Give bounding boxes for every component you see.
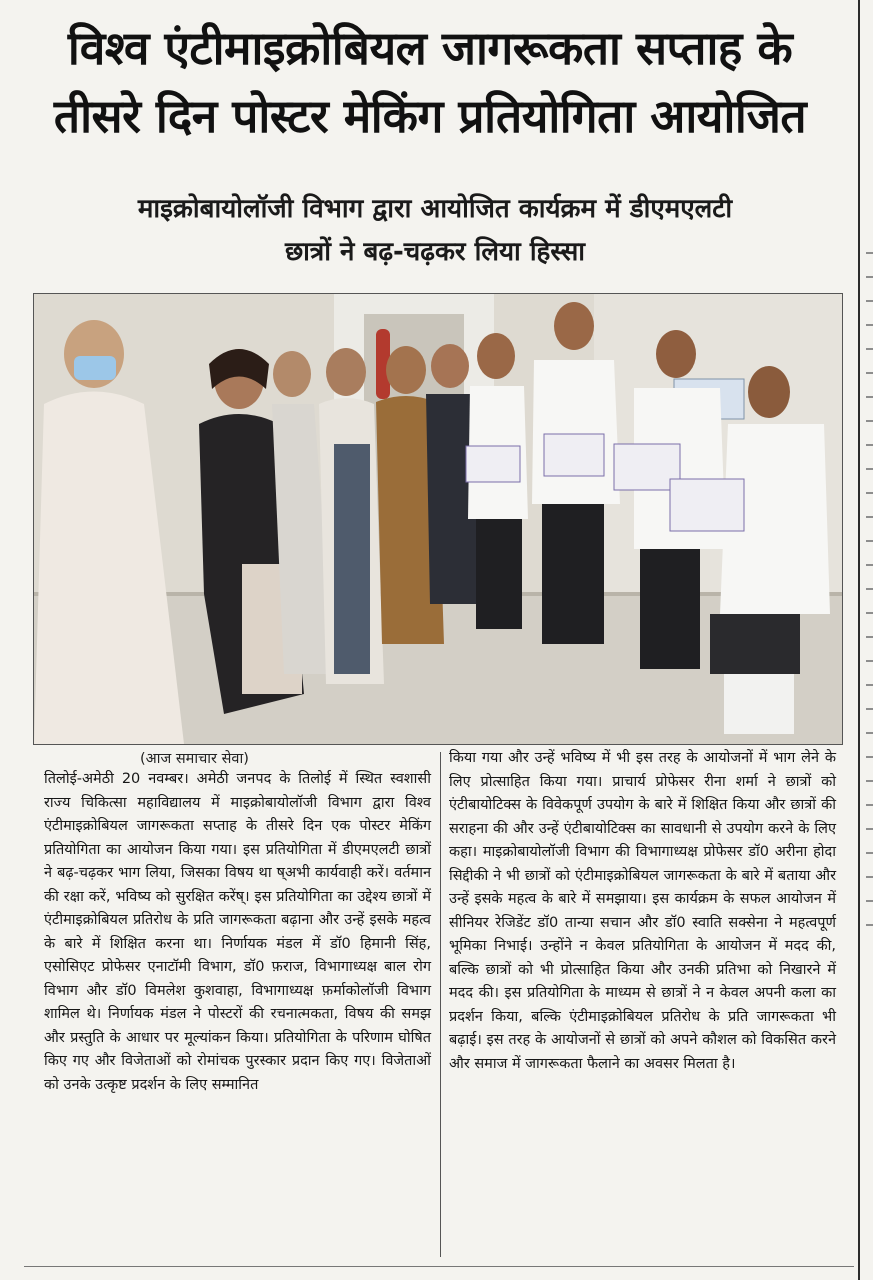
article-subheadline	[40, 188, 830, 274]
page-edge-marks	[866, 230, 873, 930]
column-divider	[440, 752, 441, 1257]
article-headline	[24, 14, 836, 150]
bottom-rule	[24, 1266, 854, 1267]
article-body-right-column	[449, 747, 836, 1076]
news-photo	[33, 293, 843, 745]
subhead-line-1: माइक्रोबायोलॉजी विभाग द्वारा आयोजित कार्यक्रम में डीएमएलटी	[137, 194, 733, 224]
group-photo-illustration	[34, 294, 842, 744]
news-credit: (आज समाचार सेवा)	[140, 751, 249, 767]
body-paragraph-left: तिलोई-अमेठी 20 नवम्बर। अमेठी जनपद के तिलोई में स्थित स्वशासी राज्य चिकित्सा महाविद्यालय में माइक्रोबायोलॉजी विभाग द्वारा विश्व एंटीमाइक्रोबियल जागरूकता सप्ताह के तीसरे दिन एक पोस्टर मेकिंग प्रतियोगिता का आयोजन किया गया। इस प्रतियोगिता में डीएमएलटी छात्रों ने बढ़-चढ़कर भाग लिया, जिसका विषय था ष्अभी कार्यवाही करें। वर्तमान की रक्षा करें, भविष्य को सुरक्षित करेंष्। इस प्रतियोगिता का उद्देश्य छात्रों में एंटीमाइक्रोबियल प्रतिरोध के प्रति जागरूकता बढ़ाना और उन्हें इसके महत्व के बारे में शिक्षित करना था। निर्णायक मंडल में डॉ0 हिमानी सिंह, एसोसिएट प्रोफेसर एनाटॉमी विभाग, डॉ0 फ़राज, विभागाध्यक्ष बाल रोग विभाग और डॉ0 विमलेश कुशवाहा, विभागाध्यक्ष फ़र्माकोलॉजी विभाग शामिल थे। निर्णायक मंडल ने पोस्टरों की रचनात्मकता, विषय की समझ और प्रस्तुति के आधार पर मूल्यांकन किया। प्रतियोगिता के परिणाम घोषित किए गए और विजेताओं को रोमांचक पुरस्कार प्रदान किए गए। विजेताओं को उनके उत्कृष्ट प्रदर्शन के लिए सम्मानित	[44, 771, 431, 1093]
page-edge-rule	[858, 0, 860, 1280]
body-paragraph-right: किया गया और उन्हें भविष्य में भी इस तरह के आयोजनों में भाग लेने के लिए प्रोत्साहित किया गया। प्राचार्य प्रोफेसर रीना शर्मा ने छात्रों को एंटीबायोटिक्स के विवेकपूर्ण उपयोग के बारे में शिक्षित किया और छात्रों की सराहना की और उन्हें एंटीबायोटिक्स का सावधानी से उपयोग करने के लिए कहा। माइक्रोबायोलॉजी विभाग की विभागाध्यक्ष प्रोफेसर डॉ0 अरीना होदा सिद्दीकी ने भी छात्रों को एंटीमाइक्रोबियल जागरूकता के बारे में बताया और उन्हें इसके महत्व के बारे में समझाया। इस कार्यक्रम के सफल आयोजन में सीनियर रेजिडेंट डॉ0 तान्या सचान और डॉ0 स्वाति सक्सेना ने महत्वपूर्ण भूमिका निभाई। उन्होंने न केवल प्रतियोगिता के आयोजन में मदद की, बल्कि छात्रों को भी प्रोत्साहित किया और उनकी प्रतिभा को निखारने में मदद की। इस प्रतियोगिता के माध्यम से छात्रों ने न केवल अपनी कला का प्रदर्शन किया, बल्कि एंटीमाइक्रोबियल प्रतिरोध के प्रति जागरूकता भी बढ़ाई। इस तरह के आयोजनों से छात्रों को अपने कौशल को विकसित करने और समाज में जागरूकता फैलाने का अवसर मिलता है।	[449, 750, 836, 1072]
headline-line-1: विश्व एंटीमाइक्रोबियल जागरूकता सप्ताह के	[67, 21, 793, 75]
headline-line-2: तीसरे दिन पोस्टर मेकिंग प्रतियोगिता आयोजित	[53, 89, 807, 143]
article-body-left-column	[44, 768, 431, 1097]
subhead-line-2: छात्रों ने बढ़-चढ़कर लिया हिस्सा	[284, 237, 586, 267]
